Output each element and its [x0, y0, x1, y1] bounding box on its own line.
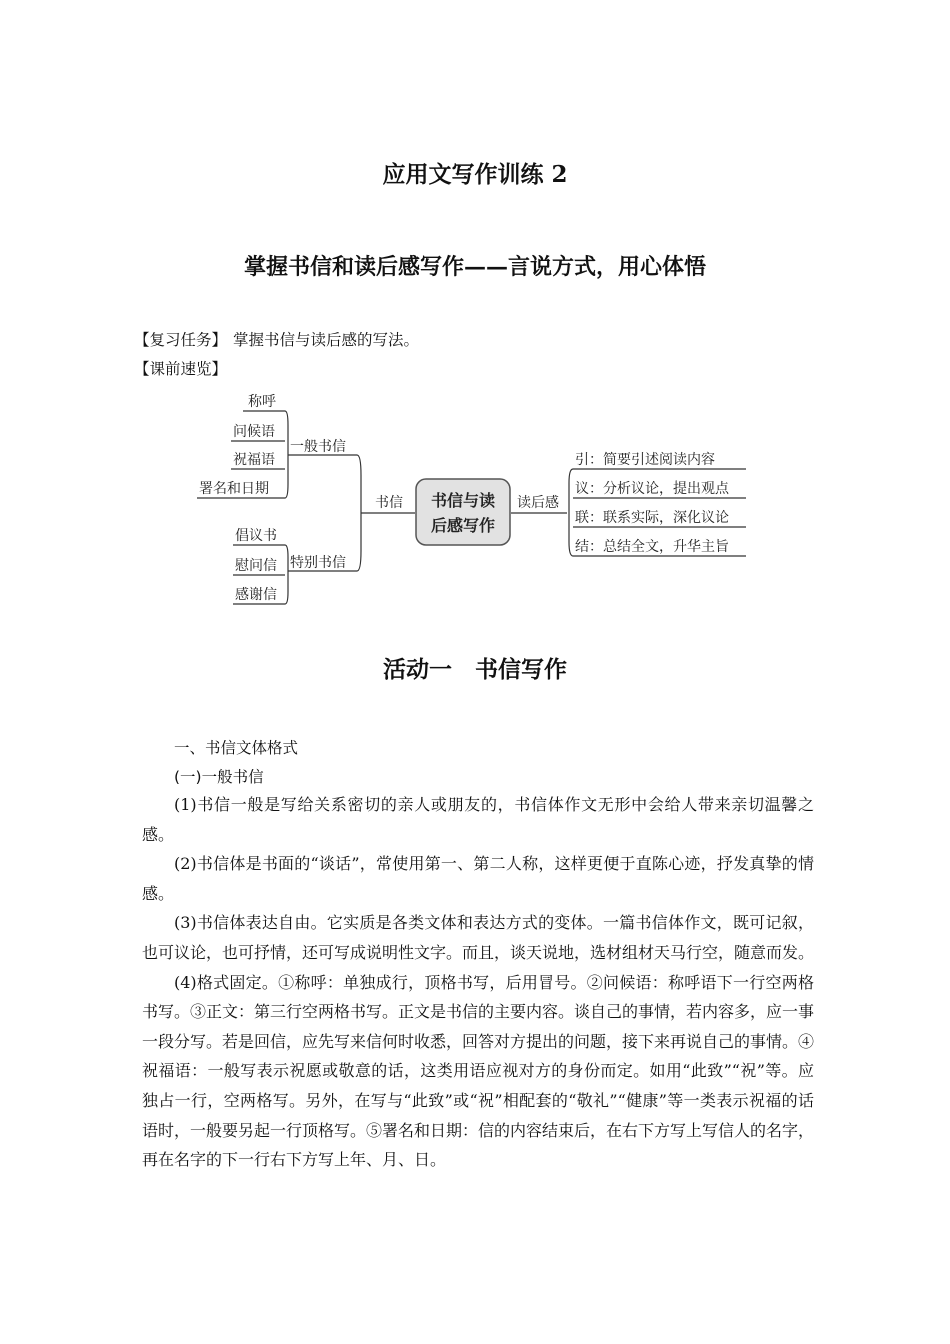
review-task-line: [134, 330, 419, 350]
mindmap-center-box: [416, 479, 510, 545]
mindmap-diagram: [195, 385, 755, 615]
paragraph: (2)书信体是书面的“谈话”，常使用第一、第二人称，这样更便于直陈心迹，抒发真挚的情感。: [142, 854, 814, 903]
section-heading: 一、书信文体格式: [174, 739, 299, 757]
mindmap-reading-item: 引：简要引述阅读内容: [575, 452, 715, 468]
mindmap-letter-branch: 书信: [375, 495, 403, 511]
mindmap-center-line2: 后感写作: [430, 516, 496, 535]
mindmap-reading-item: 结：总结全文，升华主旨: [575, 539, 729, 555]
mindmap-center-line1: 书信与读: [430, 491, 496, 510]
review-task-tag: 【复习任务】: [134, 331, 228, 349]
mindmap-reading-branch: 读后感: [517, 495, 559, 511]
mindmap-special-letter: 特别书信: [290, 555, 346, 571]
mindmap-general-item: 祝福语: [233, 452, 275, 468]
subsection-heading: (一)一般书信: [174, 768, 264, 786]
mindmap-special-item: 感谢信: [235, 587, 277, 603]
paragraph: (1)书信一般是写给关系密切的亲人或朋友的，书信体作文无形中会给人带来亲切温馨之感。: [142, 795, 814, 844]
mindmap-general-item: 称呼: [248, 394, 276, 410]
paragraph: (4)格式固定。①称呼：单独成行，顶格书写，后用冒号。②问候语：称呼语下一行空两格书写。③正文：第三行空两格书写。正文是书信的主要内容。谈自己的事情，若内容多，应一事一段分写。若是回信，应先写来信何时收悉，回答对方提出的问题，接下来再说自己的事情。④祝福语：一般写表示祝愿或敬意的话，这类用语应视对方的身份而定。如用“此致”“祝”等。应独占一行，空两格写。另外，在写与“此致”或“祝”相配套的“敬礼”“健康”等一类表示祝福的话语时，一般要另起一行顶格写。⑤署名和日期：信的内容结束后，在右下方写上写信人的名字，再在名字的下一行右下方写上年、月、日。: [142, 972, 815, 1170]
document-title: 应用文写作训练 2: [382, 161, 568, 188]
activity-heading: 活动一 书信写作: [383, 656, 567, 683]
mindmap-special-item: 倡议书: [235, 528, 277, 544]
mindmap-general-item: 署名和日期: [199, 481, 269, 497]
document-subtitle: 掌握书信和读后感写作——言说方式，用心体悟: [243, 254, 706, 280]
mindmap-reading-item: 联：联系实际，深化议论: [575, 510, 729, 526]
mindmap-reading-item: 议：分析议论，提出观点: [575, 481, 729, 497]
preview-tag: 【课前速览】: [134, 360, 228, 378]
mindmap-general-letter: 一般书信: [290, 439, 346, 455]
review-task-text: 掌握书信与读后感的写法。: [233, 331, 420, 349]
body-text: [142, 790, 814, 1175]
paragraph: (3)书信体表达自由。它实质是各类文体和表达方式的变体。一篇书信体作文，既可记叙，也可议论，也可抒情，还可写成说明性文字。而且，谈天说地，选材组材天马行空，随意而发。: [142, 913, 815, 962]
mindmap-special-item: 慰问信: [235, 558, 277, 574]
mindmap-general-item: 问候语: [233, 424, 275, 440]
preview-line: [134, 359, 227, 379]
